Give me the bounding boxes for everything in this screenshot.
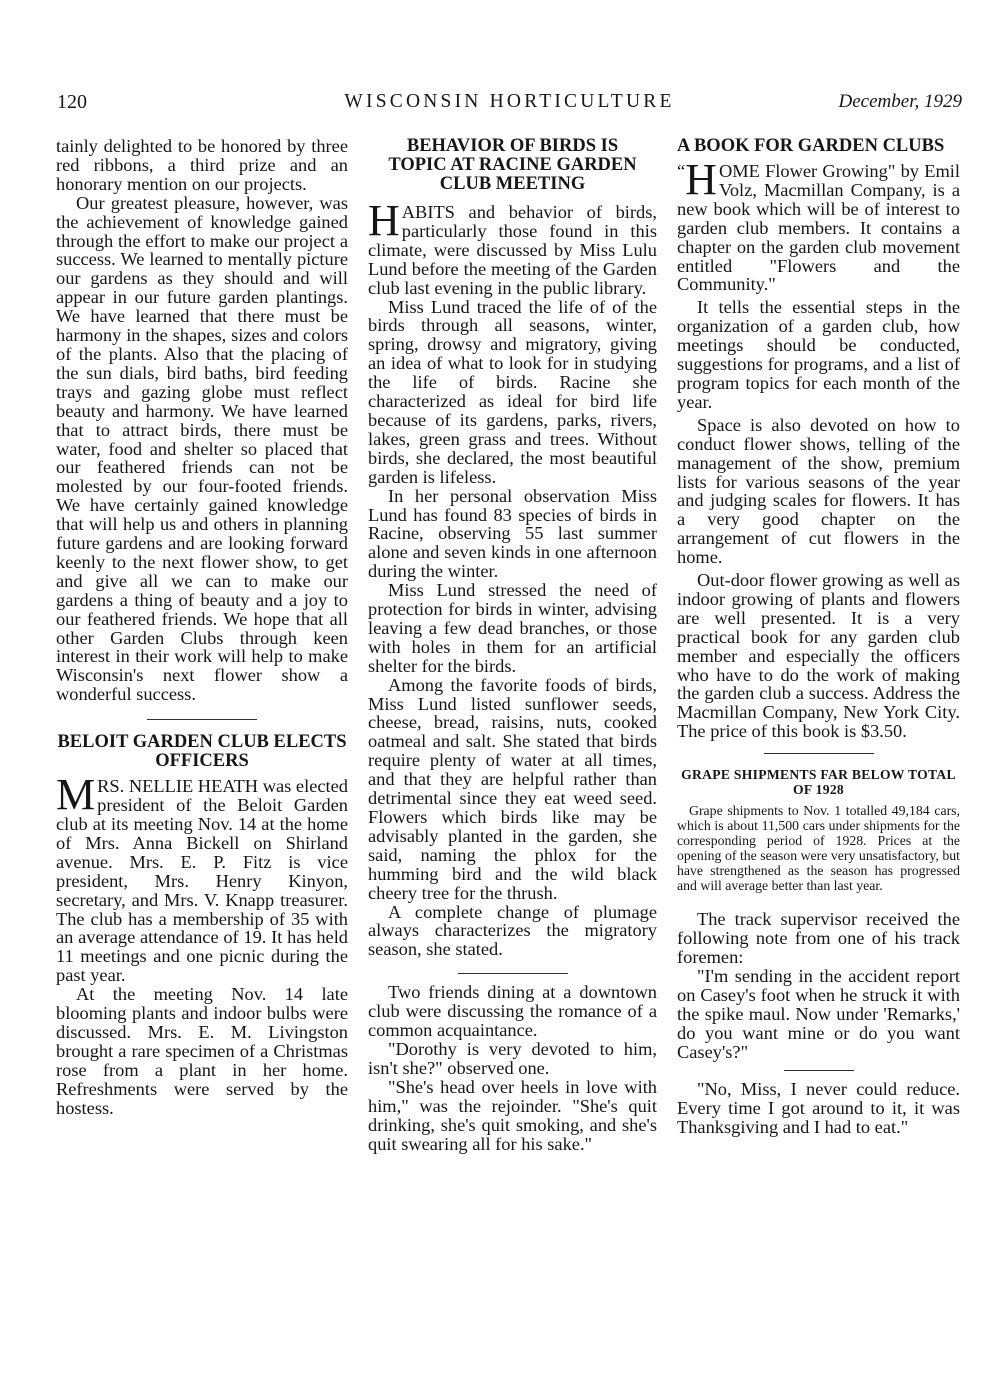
section-divider bbox=[147, 719, 257, 720]
drop-cap: H bbox=[368, 196, 400, 245]
column-left bbox=[56, 137, 348, 1118]
paragraph: Space is also devoted on how to conduct flower shows, telling of the management of the show, premium lists for various seasons of the year and judging scales for flowers. It has a very good chapter on the arrangement of cut flowers in the home. bbox=[677, 414, 960, 568]
paragraph: tainly delighted to be honored by three red ribbons, a third prize and an honorary mention on our projects. bbox=[56, 136, 348, 194]
paragraph: "I'm sending in the accident report on Casey's foot when he struck it with the spike maul. Now under 'Remarks,' do you want mine or do you want Casey's?" bbox=[677, 965, 960, 1062]
paragraph: Two friends dining at a downtown club were discussing the romance of a common acquaintance. bbox=[368, 982, 657, 1041]
paragraph-text: OME Flower Growing" by Emil Volz, Macmillan Company, is a new book which will be of interest to garden club members. It contains a chapter on the garden club movement entitled "Flowers and the Community." bbox=[677, 161, 960, 295]
drop-cap: H bbox=[685, 155, 717, 204]
paragraph: Out-door flower growing as well as indoor growing of plants and flowers are well presented. It is a very practical book for any garden club member and especially the officers who have to do the work of making the garden club a success. Address the Macmillan Company, New York City. The price of this book is $3.50. bbox=[677, 570, 960, 742]
open-quote: “ bbox=[677, 161, 686, 181]
paragraph: "Dorothy is very devoted to him, isn't she?" observed one. bbox=[368, 1038, 657, 1078]
article-heading-beloit: BELOIT GARDEN CLUB ELECTS OFFICERS bbox=[57, 732, 347, 772]
page-header bbox=[57, 91, 962, 119]
drop-cap: M bbox=[56, 770, 96, 820]
column-middle bbox=[368, 137, 657, 1153]
article-heading-birds: BEHAVIOR OF BIRDS IS TOPIC AT RACINE GARDEN CLUB MEETING bbox=[388, 136, 637, 194]
paragraph: Miss Lund stressed the need of protection for birds in winter, advising leaving a few dead branches, or those with holes in them for an artificial shelter for the birds. bbox=[368, 580, 657, 676]
paragraph: In her personal observation Miss Lund has found 83 species of birds in Racine, observing 55 last summer alone and seven kinds in one afternoon during the winter. bbox=[368, 485, 657, 582]
paragraph: Grape shipments to Nov. 1 totalled 49,184 cars, which is about 11,500 cars under shipments for the corresponding period of 1928. Prices at the opening of the season were very unsatisfactory, but have strengthened as the season has progressed and will average better than last year. bbox=[677, 803, 960, 894]
page-number: 120 bbox=[57, 91, 87, 113]
paragraph: The track supervisor received the following note from one of his track foremen: bbox=[677, 909, 960, 967]
section-divider bbox=[784, 1070, 854, 1071]
article-heading-book: A BOOK FOR GARDEN CLUBS bbox=[677, 136, 945, 156]
paragraph-text: RS. NELLIE HEATH was elected president of the Beloit Garden club at its meeting Nov. 14 at the home of Mrs. Anna Bickell on Shirland avenue. Mrs. E. P. Fitz is vice president, Mrs. Henry Kinyon, secretary, and Mrs. V. Knapp treasurer. The club has a membership of 35 with an average attendance of 19. It has held 11 meetings and one picnic during the past year. bbox=[56, 776, 348, 986]
journal-title: WISCONSIN HORTICULTURE bbox=[344, 91, 675, 112]
section-divider bbox=[764, 753, 874, 754]
paragraph: Miss Lund traced the life of of the birds through all seasons, winter, spring, drowsy and migratory, giving an idea of what to look for in studying the life of birds. Racine she characterized as ideal for bird life because of its gardens, parks, rivers, lakes, green grass and trees. Without birds, she declared, the most beautiful garden is lifeless. bbox=[368, 296, 657, 487]
paragraph bbox=[677, 155, 960, 295]
paragraph: It tells the essential steps in the organization of a garden club, how meetings should be conducted, suggestions for programs, and a list of program topics for each month of the year. bbox=[677, 297, 960, 412]
article-heading-grape: GRAPE SHIPMENTS FAR BELOW TOTAL OF 1928 bbox=[681, 767, 956, 798]
paragraph: Our greatest pleasure, however, was the achievement of knowledge gained through the effort to make our project a success. We learned to mentally picture our gardens as they should and will appear in our future garden plantings. We have learned that there must be harmony in the shapes, sizes and colors of the plants. Also that the placing of the sun dials, bird baths, bird feeding trays and gazing globe must reflect beauty and harmony. We have learned that to attract birds, there must be water, food and shelter so placed that our feathered friends can not be molested by our four-footed friends. We have certainly gained knowledge that will help us and others in planning future gardens and are looking forward keenly to the next flower show, to get and give all we can to make our gardens a thing of beauty and a joy to our feathered friends. We hope that all other Garden Clubs through keen interest in their work will help to make Wisconsin's next flower show a wonderful success. bbox=[56, 192, 348, 705]
paragraph-text: ABITS and behavior of birds, particularly those found in this climate, were discussed by Miss Lulu Lund before the meeting of the Garden club last evening in the public library. bbox=[368, 202, 657, 298]
paragraph: Among the favorite foods of birds, Miss Lund listed sunflower seeds, cheese, bread, raisins, nuts, cooked oatmeal and salt. She stated that birds require plenty of water at all times, and that they are helpful rather than detrimental since they eat weed seed. Flowers which birds like may be advisably planted in the garden, she said, naming the phlox for the humming bird and the wild black cheery tree for the thrush. bbox=[368, 674, 657, 903]
paragraph: At the meeting Nov. 14 late blooming plants and indoor bulbs were discussed. Mrs. E. M. Livingston brought a rare specimen of a Christmas rose from a plant in her home. Refreshments were served by the hostess. bbox=[56, 984, 348, 1118]
paragraph: A complete change of plumage always characterizes the migratory season, she stated. bbox=[368, 901, 657, 960]
column-right bbox=[677, 137, 960, 1137]
paragraph: "She's head over heels in love with him," was the rejoinder. "She's quit drinking, she's quit smoking, and she's quit swearing all for his sake." bbox=[368, 1076, 657, 1154]
paragraph bbox=[368, 196, 657, 298]
paragraph bbox=[56, 770, 348, 986]
section-divider bbox=[458, 973, 568, 974]
paragraph: "No, Miss, I never could reduce. Every time I got around to it, it was Thanksgiving and I had to eat." bbox=[677, 1079, 960, 1138]
issue-date: December, 1929 bbox=[838, 91, 962, 112]
